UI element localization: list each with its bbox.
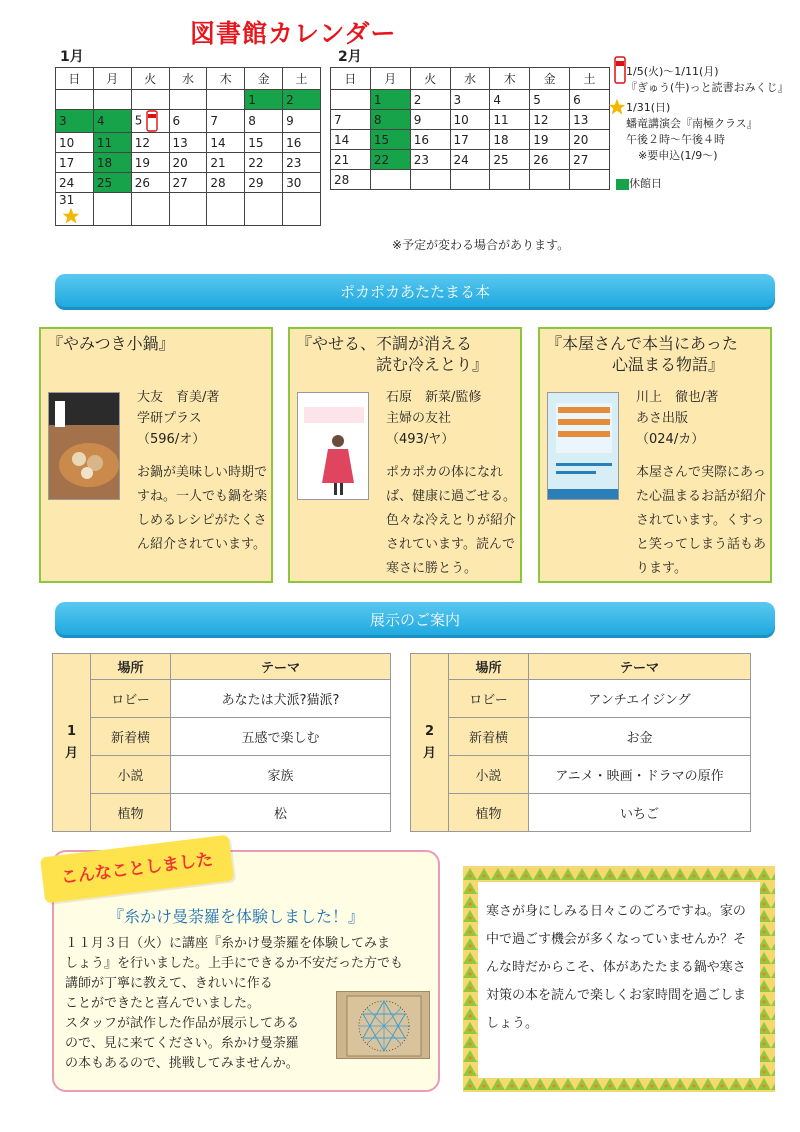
calendar-day xyxy=(131,133,169,153)
book-publisher: 主婦の友社 xyxy=(386,411,452,426)
calendar-day xyxy=(93,90,131,110)
calendar-day xyxy=(56,153,94,173)
report-line: スタッフが試作した作品が展示してある xyxy=(65,1016,300,1031)
book-title xyxy=(296,333,516,375)
calendar-day xyxy=(245,90,283,110)
day-number: 4 xyxy=(493,92,502,107)
calendar-day xyxy=(410,90,450,110)
exhibit-row xyxy=(411,794,751,832)
day-number: 8 xyxy=(248,114,256,128)
day-number: 8 xyxy=(373,112,382,127)
header-place: 場所 xyxy=(449,654,529,680)
calendar-day xyxy=(56,173,94,193)
day-number: 24 xyxy=(59,175,75,190)
book-author: 川上 徹也/著 xyxy=(636,390,719,405)
exhibit-theme: 松 xyxy=(171,794,391,832)
book-callno: （024/カ） xyxy=(636,432,705,447)
exhibit-row xyxy=(53,794,391,832)
day-number: 25 xyxy=(96,175,113,190)
day-number: 2 xyxy=(286,92,294,107)
lecture-time: 午後２時～午後４時 xyxy=(626,133,725,146)
exhibit-theme: 五感で楽しむ xyxy=(171,718,391,756)
day-number: 1 xyxy=(373,92,382,107)
calendar-day xyxy=(490,90,530,110)
day-number: 12 xyxy=(134,135,150,150)
book-publisher: 学研プラス xyxy=(137,411,202,426)
exhibit-theme: 家族 xyxy=(171,756,391,794)
calendar-day xyxy=(207,173,245,193)
exhibit-banner: 展示のご案内 xyxy=(55,602,775,638)
calendar-day xyxy=(570,150,610,170)
february-calendar xyxy=(330,67,610,190)
calendar-day xyxy=(331,150,371,170)
calendar-day xyxy=(490,150,530,170)
book-title-line: 心温まる物語』 xyxy=(612,355,725,374)
weekday-header: 金 xyxy=(530,68,570,90)
calendar-day xyxy=(450,110,490,130)
calendar-day xyxy=(370,90,410,110)
day-number: 3 xyxy=(59,114,67,128)
day-number: 9 xyxy=(413,112,422,127)
calendar-day xyxy=(331,90,371,110)
day-number: 26 xyxy=(533,152,549,167)
string-mandala-image xyxy=(337,992,431,1060)
exhibit-table-february xyxy=(410,653,751,832)
book-title-line: 『やみつき小鍋』 xyxy=(47,334,175,353)
calendar-day xyxy=(245,153,283,173)
header-theme: テーマ xyxy=(171,654,391,680)
calendar-day xyxy=(530,110,570,130)
calendar-week xyxy=(331,90,610,110)
calendar-day xyxy=(56,193,94,226)
calendar-day xyxy=(283,110,321,133)
book-publisher: あさ出版 xyxy=(636,411,689,426)
day-number: 20 xyxy=(172,155,188,170)
book-description: 本屋さんで実際にあった心温まるお話が紹介されています。くすっと笑ってしまう話もあります。 xyxy=(636,465,767,576)
omikuji-date: 1/5(火)～1/11(月) xyxy=(626,65,719,78)
exhibit-place: 植物 xyxy=(91,794,171,832)
calendar-day xyxy=(93,173,131,193)
calendar-day xyxy=(169,133,207,153)
calendar-week xyxy=(331,170,610,190)
calendar-day xyxy=(570,90,610,110)
calendar-day xyxy=(207,110,245,133)
day-number: 31 xyxy=(59,193,75,207)
calendar-day xyxy=(410,170,450,190)
calendar-day xyxy=(169,173,207,193)
calendar-day xyxy=(93,193,131,226)
weekday-header: 木 xyxy=(490,68,530,90)
report-tag-label: こんなことしました xyxy=(59,849,215,889)
day-number: 7 xyxy=(210,114,219,128)
day-number: 13 xyxy=(172,135,188,150)
calendar-day xyxy=(56,133,94,153)
exhibit-row xyxy=(411,718,751,756)
day-number: 27 xyxy=(172,175,188,190)
book-meta xyxy=(137,387,219,450)
day-number: 6 xyxy=(172,114,181,128)
schedule-note: ※予定が変わる場合があります。 xyxy=(392,238,570,252)
day-number: 19 xyxy=(134,155,150,170)
day-number: 12 xyxy=(533,112,549,127)
day-number: 16 xyxy=(286,135,302,150)
day-number: 27 xyxy=(573,152,589,167)
closed-swatch xyxy=(616,179,629,190)
exhibit-theme: あなたは犬派?猫派? xyxy=(171,680,391,718)
day-number: 22 xyxy=(248,155,264,170)
calendar-week xyxy=(331,110,610,130)
calendar-day xyxy=(207,193,245,226)
calendar-day xyxy=(283,173,321,193)
calendar-day xyxy=(245,133,283,153)
calendar-day xyxy=(450,150,490,170)
report-line: ことができたと喜んでいました。 xyxy=(65,996,261,1011)
legend-closed xyxy=(616,176,796,192)
day-number: 21 xyxy=(210,155,226,170)
weekday-header: 土 xyxy=(283,68,321,90)
calendar-day xyxy=(530,90,570,110)
day-number: 4 xyxy=(96,114,105,128)
day-number: 9 xyxy=(286,114,294,128)
day-number: 20 xyxy=(573,132,589,147)
exhibit-table-january xyxy=(52,653,391,832)
exhibit-place: 小説 xyxy=(449,756,529,794)
day-number: 3 xyxy=(453,92,462,107)
calendar-day xyxy=(131,90,169,110)
exhibit-month: 1 月 xyxy=(53,654,91,832)
exhibit-theme: アニメ・映画・ドラマの原作 xyxy=(529,756,751,794)
exhibit-place: ロビー xyxy=(91,680,171,718)
calendar-day xyxy=(131,173,169,193)
day-number: 13 xyxy=(573,112,589,127)
day-number: 26 xyxy=(134,175,150,190)
report-title: 『糸かけ曼荼羅を体験しました！』 xyxy=(108,907,365,926)
exhibit-place: 新着横 xyxy=(449,718,529,756)
exhibit-row xyxy=(53,756,391,794)
star-icon xyxy=(608,98,626,116)
calendar-day xyxy=(93,133,131,153)
exhibit-place: 小説 xyxy=(91,756,171,794)
calendar-day xyxy=(570,130,610,150)
calendar-day xyxy=(169,110,207,133)
calendar-day xyxy=(245,110,283,133)
day-number: 14 xyxy=(210,135,226,150)
calendar-week xyxy=(56,153,321,173)
day-number: 25 xyxy=(493,152,509,167)
day-number: 21 xyxy=(334,152,350,167)
calendar-day xyxy=(207,133,245,153)
weekday-header: 水 xyxy=(169,68,207,90)
day-number: 19 xyxy=(533,132,549,147)
calendar-day xyxy=(93,153,131,173)
exhibit-place: ロビー xyxy=(449,680,529,718)
calendar-day xyxy=(410,150,450,170)
calendar-week xyxy=(331,130,610,150)
calendar-week xyxy=(56,90,321,110)
omikuji-icon xyxy=(146,110,158,132)
book-description: お鍋が美味しい時期ですね。一人でも鍋を楽しめるレシピがたくさん紹介されています。 xyxy=(137,465,268,552)
day-number: 11 xyxy=(96,135,113,150)
calendar-day xyxy=(410,110,450,130)
calendar-day xyxy=(169,193,207,226)
calendar-day xyxy=(490,170,530,190)
calendar-day xyxy=(93,110,131,133)
calendar-day xyxy=(331,110,371,130)
book-callno: （493/ヤ） xyxy=(386,432,455,447)
header-place: 場所 xyxy=(91,654,171,680)
calendar-day xyxy=(490,130,530,150)
day-number: 17 xyxy=(453,132,469,147)
calendar-day xyxy=(490,110,530,130)
book-title xyxy=(546,333,766,375)
calendar-day xyxy=(331,170,371,190)
nabe-illustration xyxy=(49,393,120,500)
calendar-week xyxy=(56,133,321,153)
calendar-day xyxy=(56,90,94,110)
calendar-week xyxy=(56,193,321,226)
lecture-date: 1/31(日) xyxy=(626,101,671,114)
legend-lecture xyxy=(616,100,796,164)
calendar-day xyxy=(169,153,207,173)
calendar-day xyxy=(283,153,321,173)
january-label: 1月 xyxy=(60,49,84,65)
day-number: 28 xyxy=(334,172,350,187)
book-meta xyxy=(636,387,718,450)
weekday-header: 日 xyxy=(56,68,94,90)
exhibit-place: 植物 xyxy=(449,794,529,832)
february-label: 2月 xyxy=(338,49,362,65)
day-number: 5 xyxy=(533,92,541,107)
calendar-day xyxy=(245,193,283,226)
calendar-day xyxy=(530,170,570,190)
book-card-2 xyxy=(288,327,522,583)
calendar-day xyxy=(410,130,450,150)
calendar-legend xyxy=(616,64,796,192)
calendar-day xyxy=(245,173,283,193)
weekday-header: 火 xyxy=(131,68,169,90)
day-number: 10 xyxy=(59,135,75,150)
calendar-week xyxy=(56,110,321,133)
weekday-header: 日 xyxy=(331,68,371,90)
day-number: 18 xyxy=(96,155,113,170)
calendar-day xyxy=(450,170,490,190)
exhibit-theme: いちご xyxy=(529,794,751,832)
book-card-3 xyxy=(538,327,772,583)
day-number: 15 xyxy=(373,132,390,147)
calendar-week xyxy=(331,150,610,170)
calendar-day xyxy=(56,110,94,133)
weekday-header: 月 xyxy=(370,68,410,90)
book-title-line: 『本屋さんで本当にあった xyxy=(546,334,738,353)
bookstore-cover-illustration xyxy=(548,393,619,500)
calendar-day xyxy=(370,170,410,190)
calendar-day xyxy=(207,153,245,173)
day-number: 6 xyxy=(573,92,581,107)
books-banner: ポカポカあたたまる本 xyxy=(55,274,775,310)
day-number: 10 xyxy=(453,112,469,127)
weekday-header: 土 xyxy=(570,68,610,90)
day-number: 23 xyxy=(286,155,302,170)
day-number: 22 xyxy=(373,152,390,167)
omikuji-name: 『ぎゅう(牛)っと読書おみくじ』 xyxy=(626,81,789,94)
page-title: 図書館カレンダー xyxy=(190,19,397,48)
book-cover xyxy=(48,392,120,500)
day-number: 2 xyxy=(413,92,422,107)
weekday-header: 火 xyxy=(410,68,450,90)
calendar-week xyxy=(56,173,321,193)
lecture-name: 蟠竜講演会『南極クラス』 xyxy=(626,117,758,130)
calendar-day xyxy=(169,90,207,110)
calendar-day xyxy=(530,130,570,150)
lecture-apply: ※要申込(1/9～) xyxy=(638,149,718,162)
calendar-day xyxy=(370,130,410,150)
book-title-line: 『やせる、不調が消える xyxy=(296,334,473,353)
exhibit-row xyxy=(53,680,391,718)
calendar-day xyxy=(283,90,321,110)
star-icon xyxy=(62,207,80,225)
day-number: 16 xyxy=(413,132,429,147)
book-description: ポカポカの体になれば、健康に過ごせる。色々な冷えとりが紹介されています。読んで寒さに勝とう。 xyxy=(386,465,517,576)
calendar-day xyxy=(570,170,610,190)
january-calendar xyxy=(55,67,321,226)
exhibit-row xyxy=(411,756,751,794)
exhibit-row xyxy=(411,680,751,718)
weekday-header: 水 xyxy=(450,68,490,90)
calendar-day xyxy=(207,90,245,110)
day-number: 1 xyxy=(248,92,256,107)
calendar-day xyxy=(570,110,610,130)
calendar-day xyxy=(450,90,490,110)
closed-label: 休館日 xyxy=(629,177,662,190)
legend-omikuji xyxy=(616,64,796,96)
day-number: 29 xyxy=(248,175,264,190)
day-number: 23 xyxy=(413,152,429,167)
book-card-1 xyxy=(39,327,273,583)
day-number: 14 xyxy=(334,132,350,147)
book-author: 大友 育美/著 xyxy=(137,390,220,405)
day-number: 28 xyxy=(210,175,226,190)
mandala-photo xyxy=(336,991,430,1059)
day-number: 24 xyxy=(453,152,469,167)
book-meta xyxy=(386,387,481,450)
calendar-day xyxy=(530,150,570,170)
exhibit-theme: アンチエイジング xyxy=(529,680,751,718)
calendar-day xyxy=(283,193,321,226)
report-line: 講師が丁寧に教えて、きれいに作る xyxy=(65,976,273,991)
weekday-header: 月 xyxy=(93,68,131,90)
exhibit-month: 2 月 xyxy=(411,654,449,832)
day-number: 15 xyxy=(248,135,264,150)
book-title-line: 読む冷えとり』 xyxy=(376,355,489,374)
calendar-day xyxy=(131,110,169,133)
day-number: 18 xyxy=(493,132,509,147)
exhibit-row xyxy=(53,718,391,756)
calendar-day xyxy=(370,110,410,130)
calendar-day xyxy=(331,130,371,150)
book-cover xyxy=(547,392,619,500)
calendar-day xyxy=(131,193,169,226)
report-line: の本もあるので、挑戦してみませんか。 xyxy=(65,1056,299,1071)
report-line: しょう』を行いました。上手にできるか不安だった方でも xyxy=(65,956,404,971)
woman-illustration xyxy=(298,393,369,500)
header-theme: テーマ xyxy=(529,654,751,680)
calendar-day xyxy=(370,150,410,170)
calendar-day xyxy=(131,153,169,173)
book-author: 石原 新菜/監修 xyxy=(386,390,482,405)
day-number: 11 xyxy=(493,112,509,127)
weekday-header: 木 xyxy=(207,68,245,90)
exhibit-theme: お金 xyxy=(529,718,751,756)
omikuji-icon xyxy=(614,56,626,84)
exhibit-place: 新着横 xyxy=(91,718,171,756)
day-number: 5 xyxy=(134,113,143,128)
calendar-day xyxy=(450,130,490,150)
book-callno: （596/オ） xyxy=(137,432,206,447)
weekday-header: 金 xyxy=(245,68,283,90)
report-line: ので、見に来てください。糸かけ曼荼羅 xyxy=(65,1036,299,1051)
report-line: １１月３日（火）に講座『糸かけ曼荼羅を体験してみま xyxy=(65,936,391,951)
book-title xyxy=(47,333,267,354)
message-text: 寒さが身にしみる日々このごろですね。家の中で過ごす機会が多くなっていませんか？そんな時だからこそ、体があたたまる鍋や寒さ対策の本を読んで楽しくお家時間を過ごしましょう。 xyxy=(486,904,747,1031)
book-cover xyxy=(297,392,369,500)
day-number: 30 xyxy=(286,175,302,190)
day-number: 7 xyxy=(334,112,342,127)
day-number: 17 xyxy=(59,155,75,170)
calendar-day xyxy=(283,133,321,153)
